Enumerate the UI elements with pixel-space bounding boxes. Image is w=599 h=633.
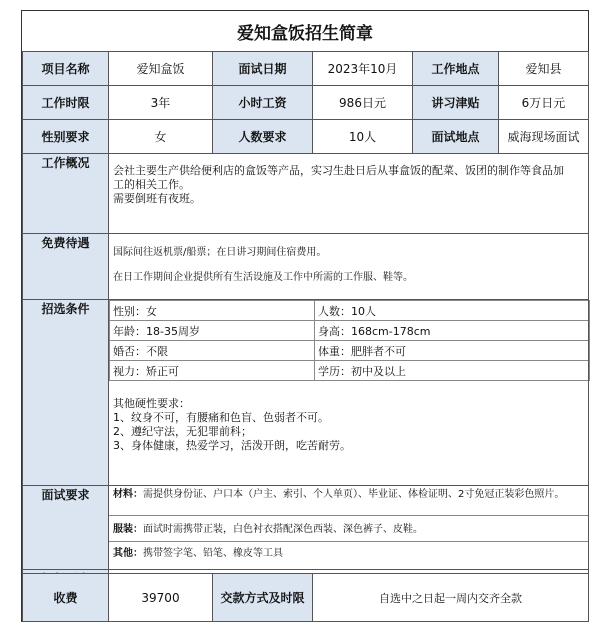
other-requirements-title: 其他硬性要求： bbox=[113, 397, 190, 410]
selection-cell: 身高：168cm-178cm bbox=[315, 321, 590, 341]
headcount-value: 10人 bbox=[313, 120, 413, 154]
fee-label: 收费 bbox=[23, 574, 109, 622]
dress-key: 服装： bbox=[113, 524, 143, 535]
selection-cell: 学历：初中及以上 bbox=[315, 361, 590, 381]
benefits-label: 免费待遇 bbox=[23, 234, 109, 300]
payment-method-value: 自选中之日起一周内交齐全款 bbox=[313, 574, 589, 622]
training-allowance-label: 讲习津贴 bbox=[413, 86, 499, 120]
interview-label: 面试要求 bbox=[23, 486, 109, 570]
overview-line: 需要倒班有夜班。 bbox=[113, 192, 201, 205]
gender-label: 性别要求 bbox=[23, 120, 109, 154]
hourly-wage-label: 小时工资 bbox=[213, 86, 313, 120]
headcount-label: 人数要求 bbox=[213, 120, 313, 154]
benefits-line-2: 在日工作期间企业提供所有生活设施及工作中所需的工作服、鞋等。 bbox=[113, 272, 413, 283]
selection-grid bbox=[109, 300, 590, 381]
selection-cell: 体重：肥胖者不可 bbox=[315, 341, 590, 361]
interview-content bbox=[109, 486, 589, 570]
work-term-label: 工作时限 bbox=[23, 86, 109, 120]
materials-value: 需提供身份证、户口本（户主、索引、个人单页）、毕业证、体检证明、2寸免冠正装彩色照片。 bbox=[143, 489, 565, 500]
other-requirement-line: 1、纹身不可，有腰痛和色盲、色弱者不可。 bbox=[113, 411, 329, 424]
work-location-value: 爱知县 bbox=[499, 52, 589, 86]
selection-cell: 性别：女 bbox=[110, 301, 315, 321]
selection-grid-row bbox=[110, 361, 590, 381]
recruitment-sheet bbox=[21, 10, 589, 622]
other-key: 其他： bbox=[113, 548, 143, 559]
interview-date-value: 2023年10月 bbox=[313, 52, 413, 86]
overview-line: 工的相关工作。 bbox=[113, 178, 190, 191]
overview-row bbox=[23, 154, 589, 234]
interview-location-label: 面试地点 bbox=[413, 120, 499, 154]
interview-row bbox=[23, 486, 589, 570]
benefits-line-1: 国际间往返机票/船票；在日讲习期间住宿费用。 bbox=[113, 247, 327, 258]
work-term-value: 3年 bbox=[109, 86, 213, 120]
selection-grid-row bbox=[110, 321, 590, 341]
overview-content bbox=[109, 154, 589, 234]
fee-row bbox=[23, 574, 589, 622]
selection-cell: 年龄：18-35周岁 bbox=[110, 321, 315, 341]
selection-label: 招选条件 bbox=[23, 300, 109, 486]
other-requirement-line: 2、遵纪守法，无犯罪前科； bbox=[113, 425, 252, 438]
selection-cell: 婚否：不限 bbox=[110, 341, 315, 361]
selection-cell: 视力：矫正可 bbox=[110, 361, 315, 381]
project-name-label: 项目名称 bbox=[23, 52, 109, 86]
overview-line: 会社主要生产供给便利店的盒饭等产品，实习生赴日后从事盒饭的配菜、饭团的制作等食品加 bbox=[113, 164, 564, 177]
gender-value: 女 bbox=[109, 120, 213, 154]
overview-label: 工作概况 bbox=[23, 154, 109, 234]
project-name-value: 爱知盒饭 bbox=[109, 52, 213, 86]
hourly-wage-value: 986日元 bbox=[313, 86, 413, 120]
selection-grid-row bbox=[110, 301, 590, 321]
interview-date-label: 面试日期 bbox=[213, 52, 313, 86]
interview-location-value: 威海现场面试 bbox=[499, 120, 589, 154]
page-title: 爱知盒饭招生简章 bbox=[22, 11, 588, 52]
dress-value: 面试时需携带正装，白色衬衣搭配深色西装、深色裤子、皮鞋。 bbox=[143, 524, 423, 535]
info-table bbox=[22, 51, 589, 154]
training-allowance-value: 6万日元 bbox=[499, 86, 589, 120]
other-value: 携带签字笔、铅笔、橡皮等工具 bbox=[143, 548, 283, 559]
payment-method-label: 交款方式及时限 bbox=[213, 574, 313, 622]
fee-amount: 39700 bbox=[109, 574, 213, 622]
selection-cell: 人数：10人 bbox=[315, 301, 590, 321]
selection-content bbox=[109, 300, 589, 486]
benefits-content bbox=[109, 234, 589, 300]
details-table bbox=[22, 153, 589, 600]
info-row bbox=[23, 120, 589, 154]
selection-row bbox=[23, 300, 589, 486]
materials-key: 材料： bbox=[113, 489, 143, 500]
fee-table bbox=[22, 573, 589, 622]
info-row bbox=[23, 52, 589, 86]
other-requirement-line: 3、身体健康，热爱学习，活泼开朗，吃苦耐劳。 bbox=[113, 439, 351, 452]
info-row bbox=[23, 86, 589, 120]
benefits-row bbox=[23, 234, 589, 300]
selection-grid-row bbox=[110, 341, 590, 361]
work-location-label: 工作地点 bbox=[413, 52, 499, 86]
